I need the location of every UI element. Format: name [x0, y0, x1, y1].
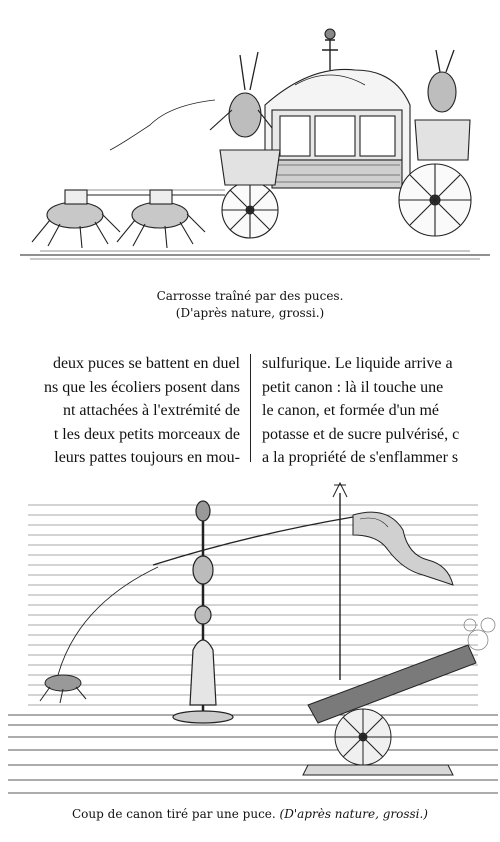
cannon-engraving: [8, 475, 498, 805]
coachman-flea: [110, 52, 280, 185]
text-line: sulfurique. Le liquide arrive a: [262, 355, 453, 372]
cannon: [303, 645, 476, 775]
cannon-caption: [0, 806, 500, 823]
text-line: deux puces se battent en duel: [52, 355, 240, 372]
waving-banner: [353, 512, 453, 585]
text-line: ns que les écoliers posent dans: [44, 378, 240, 396]
text-column-right: [262, 352, 500, 470]
harnessed-flea-1: [32, 190, 120, 248]
footman-flea: [415, 50, 470, 160]
carriage-wheel-rear: [399, 164, 471, 236]
text-line: petit canon : là il touche une: [262, 378, 444, 396]
text-line: a la propriété de s'enflammer s: [262, 449, 459, 466]
column-divider: [250, 354, 251, 462]
ornamental-column: [173, 501, 233, 723]
cannon-caption-prefix: Coup de canon tiré par une puce.: [72, 807, 276, 821]
carriage-body: [265, 29, 410, 188]
text-line: leurs pattes toujours en mou-: [54, 449, 240, 466]
carriage-caption: [0, 288, 500, 322]
text-line: t les deux petits morceaux de: [53, 425, 240, 443]
text-column-left: [0, 352, 240, 470]
text-line: le canon, et formée d'un mé: [262, 402, 440, 419]
text-line: nt attachées à l'extrémité de: [62, 402, 240, 419]
carriage-caption-line-1: Carrosse traîné par des puces.: [156, 289, 344, 303]
fuse-flea: [40, 675, 86, 703]
carriage-engraving: [10, 10, 495, 265]
harnessed-flea-2: [117, 190, 205, 248]
ground-hatching: [20, 251, 490, 259]
carriage-wheel-front: [222, 182, 278, 238]
text-line: potasse et de sucre pulvérisé, c: [262, 425, 460, 443]
carriage-caption-line-2: (D'après nature, grossi.): [175, 306, 325, 320]
ground-hatching: [8, 715, 498, 793]
flagpole: [333, 483, 347, 680]
cannon-caption-suffix: (D'après nature, grossi.): [279, 807, 428, 821]
